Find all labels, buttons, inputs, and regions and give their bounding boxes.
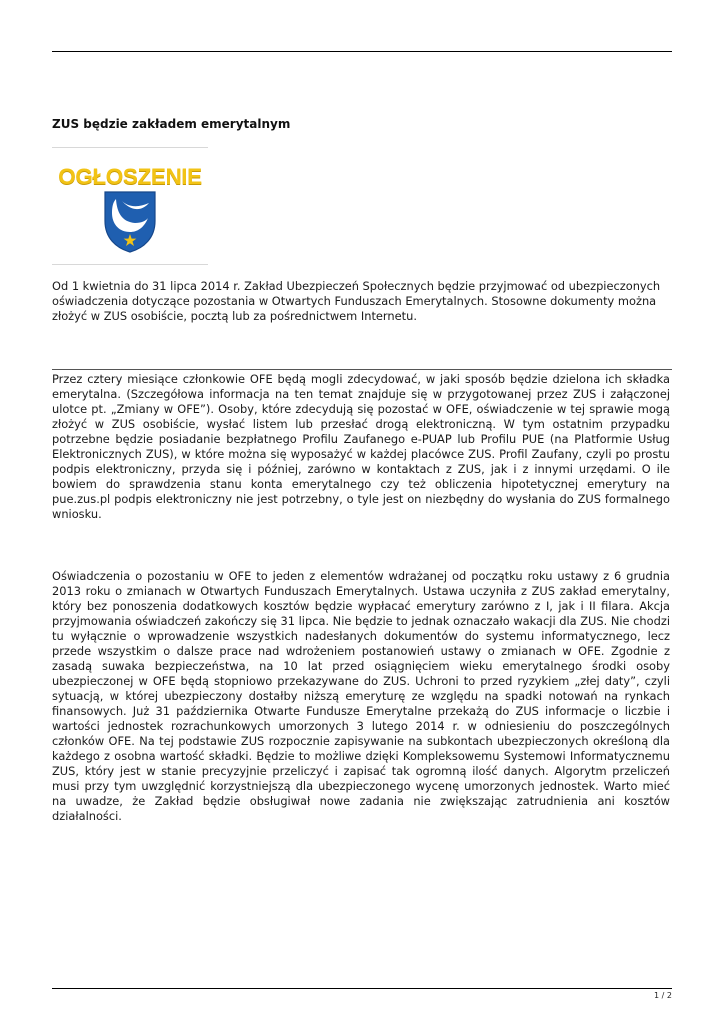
coat-of-arms-icon <box>104 191 156 253</box>
section-rule <box>52 369 672 370</box>
header-rule <box>52 51 672 52</box>
body-paragraph-2: Oświadczenia o pozostaniu w OFE to jeden z elementów wdrażanej od początku roku ustawy z 6 grudnia 2013 roku o zmianach w Otwartych Funduszach Emerytalnych. Ustawa uczyniła z ZUS zakład emerytalny, który bez ponoszenia dodatkowych kosztów będzie wypłacać emerytury zarówno z I, jak i II filara. Akcja przyjmowania oświadczeń zakończy się 31 lipca. Nie będzie to jednak oznaczało wakacji dla ZUS. Nie chodzi tu wyłącznie o wprowadzenie wszystkich nadesłanych dokumentów do systemu informatycznego, lecz przede wszystkim o dalsze prace nad wdrożeniem postanowień ustawy o zmianach w OFE. Zgodnie z zasadą suwaka bezpieczeństwa, na 10 lat przed osiągnięciem wieku emerytalnego środki osoby ubezpieczonej w OFE będą stopniowo przekazywane do ZUS. Uchroni to przed ryzykiem „złej daty”, czyli sytuacją, w której ubezpieczony dostałby niższą emeryturę ze względu na spadki notowań na rynkach finansowych. Już 31 października Otwarte Fundusze Emerytalne przekażą do ZUS informacje o liczbie i wartości jednostek rozrachunkowych umorzonych 3 lutego 2014 r. w odniesieniu do poszczególnych członków OFE. Na tej podstawie ZUS rozpocznie zapisywanie na subkontach ubezpieczonych określoną dla każdego z osobna wartość składki. Będzie to możliwe dzięki Kompleksowemu Systemowi Informatycznemu ZUS, który jest w stanie precyzyjnie przeliczyć i zapisać tak ogromną ilość danych. Algorytm przeliczeń musi przy tym uwzględnić korzystniejszą dla ubezpieczonego wycenę umorzonych jednostek. Warto mieć na uwadze, że Zakład będzie obsługiwał nowe zadania nie zwiększając zatrudnienia ani kosztów działalności. <box>52 569 670 823</box>
intro-paragraph: Od 1 kwietnia do 31 lipca 2014 r. Zakład Ubezpieczeń Społecznych będzie przyjmować od ubezpieczonych oświadczenia dotyczące pozostania w Otwartych Funduszach Emerytalnych. Stosowne dokumenty można złożyć w ZUS osobiście, pocztą lub za pośrednictwem Internetu. <box>52 279 661 323</box>
page-number: 1 / 2 <box>654 991 672 1000</box>
footer-rule <box>52 988 672 989</box>
announcement-text: OGŁOSZENIE <box>58 164 202 189</box>
article-title: ZUS będzie zakładem emerytalnym <box>52 117 291 131</box>
logo-top-rule <box>52 147 208 148</box>
announcement-logo <box>52 147 208 265</box>
logo-bottom-rule <box>52 264 208 265</box>
body-paragraph-1: Przez cztery miesiące członkowie OFE będą mogli zdecydować, w jaki sposób będzie dzielona ich składka emerytalna. (Szczegółowa informacja na ten temat znajduje się w przygotowanej przez ZUS i załączonej ulotce pt. „Zmiany w OFE”). Osoby, które zdecydują się pozostać w OFE, oświadczenie w tej sprawie mogą złożyć w ZUS osobiście, wysłać listem lub przesłać drogą elektroniczną. W tym ostatnim przypadku potrzebne będzie posiadanie bezpłatnego Profilu Zaufanego e-PUAP lub Profilu PUE (na Platformie Usług Elektronicznych ZUS), w które można się wyposażyć w każdej placówce ZUS. Profil Zaufany, czyli po prostu podpis elektroniczny, przyda się i później, zarówno w kontaktach z ZUS, jak i z innymi urzędami. O ile bowiem do sprawdzenia stanu konta emerytalnego czy też obliczenia hipotetycznej emerytury na pue.zus.pl podpis elektroniczny nie jest potrzebny, o tyle jest on niezbędny do wysłania do ZUS formalnego wniosku. <box>52 372 670 521</box>
